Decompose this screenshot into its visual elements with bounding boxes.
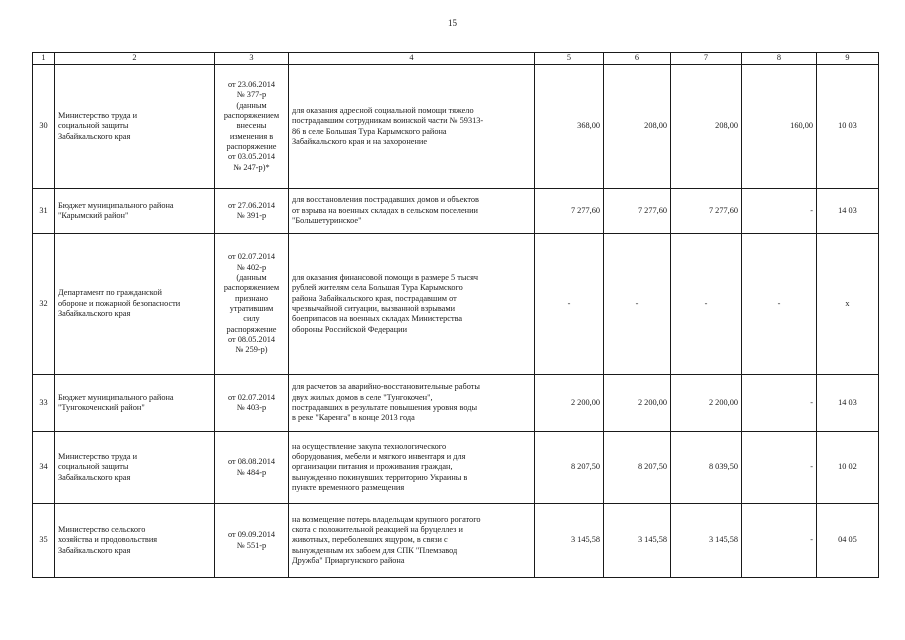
amount-cell: 7 277,60 [535,189,604,234]
amount-cell: 7 277,60 [604,189,671,234]
organization-cell: Министерство сельского хозяйства и продовольствия Забайкальского края [55,504,215,578]
amount-cell: 3 145,58 [671,504,742,578]
table-row [33,234,879,375]
amount-cell: 3 145,58 [604,504,671,578]
row-number: 33 [33,375,55,432]
purpose-cell: для расчетов за аварийно-восстановительные работы двух жилых домов в селе "Тунгокочен", пострадавших в результате повышения уровня воды в реке "Каренга" в конце 2013 года [289,375,535,432]
amount-cell: - [671,234,742,375]
header-cell: 7 [671,53,742,65]
table-row [33,504,879,578]
page-number: 15 [448,18,457,28]
purpose-cell: на осуществление закупа технологического оборудования, мебели и мягкого инвентаря и для организации питания и проживания граждан, вынужденно покинувших территорию Украины в пункте временного размещения [289,432,535,504]
header-cell: 6 [604,53,671,65]
organization-cell: Департамент по гражданской обороне и пожарной безопасности Забайкальского края [55,234,215,375]
amount-cell: 7 277,60 [671,189,742,234]
row-number: 31 [33,189,55,234]
header-cell: 3 [215,53,289,65]
purpose-cell: для оказания финансовой помощи в размере 5 тысяч рублей жителям села Большая Тура Карымского района Забайкальского края, пострадавшим от чрезвычайной ситуации, вызванной взрывами боеприпасов на военных складах Министерства обороны Российской Федерации [289,234,535,375]
organization-cell: Министерство труда и социальной защиты Забайкальского края [55,432,215,504]
header-cell: 8 [742,53,817,65]
amount-cell: 2 200,00 [671,375,742,432]
budget-allocation-table [32,52,879,578]
header-cell: 2 [55,53,215,65]
amount-cell: 368,00 [535,65,604,189]
table-row [33,375,879,432]
document-cell: от 09.09.2014 № 551-р [215,504,289,578]
amount-cell: - [742,375,817,432]
code-cell: 10 02 [817,432,879,504]
amount-cell: 160,00 [742,65,817,189]
amount-cell: 8 039,50 [671,432,742,504]
header-cell: 1 [33,53,55,65]
table-row [33,189,879,234]
amount-cell: - [742,234,817,375]
code-cell: 14 03 [817,375,879,432]
document-cell: от 02.07.2014 № 403-р [215,375,289,432]
document-cell: от 27.06.2014 № 391-р [215,189,289,234]
amount-cell: 2 200,00 [604,375,671,432]
amount-cell: - [604,234,671,375]
table-row [33,432,879,504]
header-cell: 4 [289,53,535,65]
code-cell: 10 03 [817,65,879,189]
amount-cell: 208,00 [671,65,742,189]
organization-cell: Бюджет муниципального района "Тунгокоченский район" [55,375,215,432]
row-number: 30 [33,65,55,189]
row-number: 35 [33,504,55,578]
amount-cell: - [742,432,817,504]
amount-cell: 3 145,58 [535,504,604,578]
amount-cell: - [535,234,604,375]
header-row [33,53,879,65]
code-cell: 04 05 [817,504,879,578]
document-cell: от 02.07.2014 № 402-р (данным распоряжением признано утратившим силу распоряжение от 08.05.2014 № 259-р) [215,234,289,375]
code-cell: 14 03 [817,189,879,234]
amount-cell: - [742,504,817,578]
header-cell: 9 [817,53,879,65]
row-number: 32 [33,234,55,375]
amount-cell: - [742,189,817,234]
document-cell: от 23.06.2014 № 377-р (данным распоряжением внесены изменения в распоряжение от 03.05.2014 № 247-р)* [215,65,289,189]
table-row [33,65,879,189]
amount-cell: 8 207,50 [535,432,604,504]
code-cell: x [817,234,879,375]
organization-cell: Министерство труда и социальной защиты Забайкальского края [55,65,215,189]
amount-cell: 2 200,00 [535,375,604,432]
amount-cell: 8 207,50 [604,432,671,504]
purpose-cell: для восстановления пострадавших домов и объектов от взрыва на военных складах в сельском поселении "Большетуринское" [289,189,535,234]
amount-cell: 208,00 [604,65,671,189]
row-number: 34 [33,432,55,504]
document-cell: от 08.08.2014 № 484-р [215,432,289,504]
purpose-cell: для оказания адресной социальной помощи тяжело пострадавшим сотрудникам воинской части № 59313- 86 в селе Большая Тура Карымского района Забайкальского края и на захоронение [289,65,535,189]
header-cell: 5 [535,53,604,65]
purpose-cell: на возмещение потерь владельцам крупного рогатого скота с положительной реакцией на бруцеллез и животных, переболевших ящуром, в связи с вынужденным их забоем для СПК "Племзавод Дружба" Приаргунского района [289,504,535,578]
organization-cell: Бюджет муниципального района "Карымский район" [55,189,215,234]
